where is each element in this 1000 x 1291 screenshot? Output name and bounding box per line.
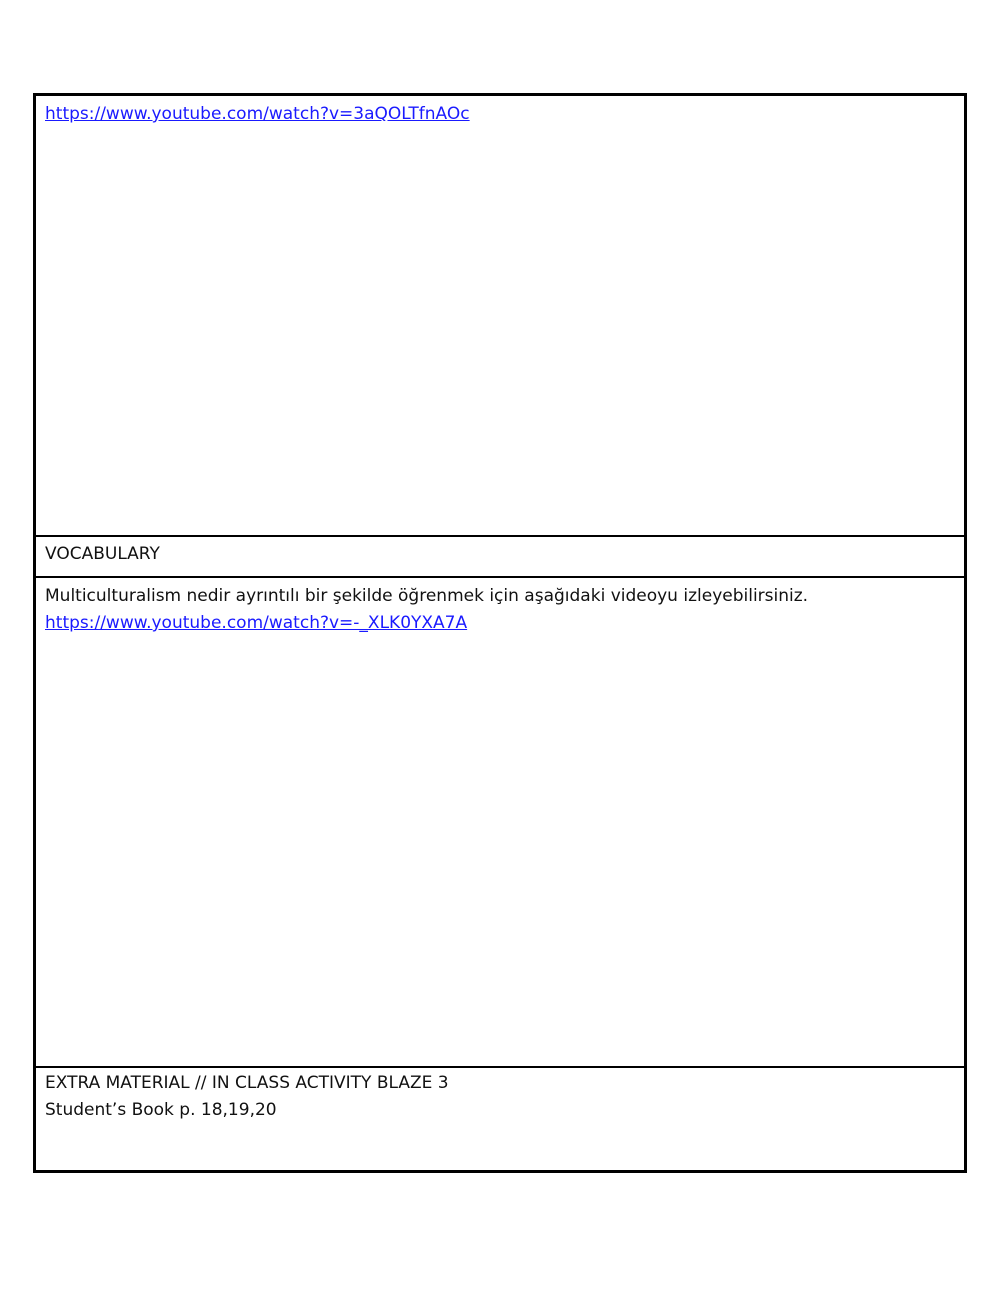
vocabulary-section (36, 537, 964, 578)
worksheet-table (33, 93, 967, 1173)
youtube-link-1[interactable]: https://www.youtube.com/watch?v=3aQOLTfnAOc (45, 104, 470, 124)
vocabulary-heading: VOCABULARY (45, 544, 160, 564)
extra-material-section (36, 1068, 964, 1170)
video-instruction-text: Multiculturalism nedir ayrıntılı bir şekilde öğrenmek için aşağıdaki videoyu izleyebilirsiniz. (45, 586, 809, 606)
video-section-1 (36, 96, 964, 537)
youtube-link-2[interactable]: https://www.youtube.com/watch?v=-_XLK0YXA7A (45, 613, 468, 633)
extra-material-heading: EXTRA MATERIAL // IN CLASS ACTIVITY BLAZE 3 (45, 1073, 449, 1093)
video-section-2 (36, 578, 964, 1068)
students-book-reference: Student’s Book p. 18,19,20 (45, 1100, 277, 1120)
